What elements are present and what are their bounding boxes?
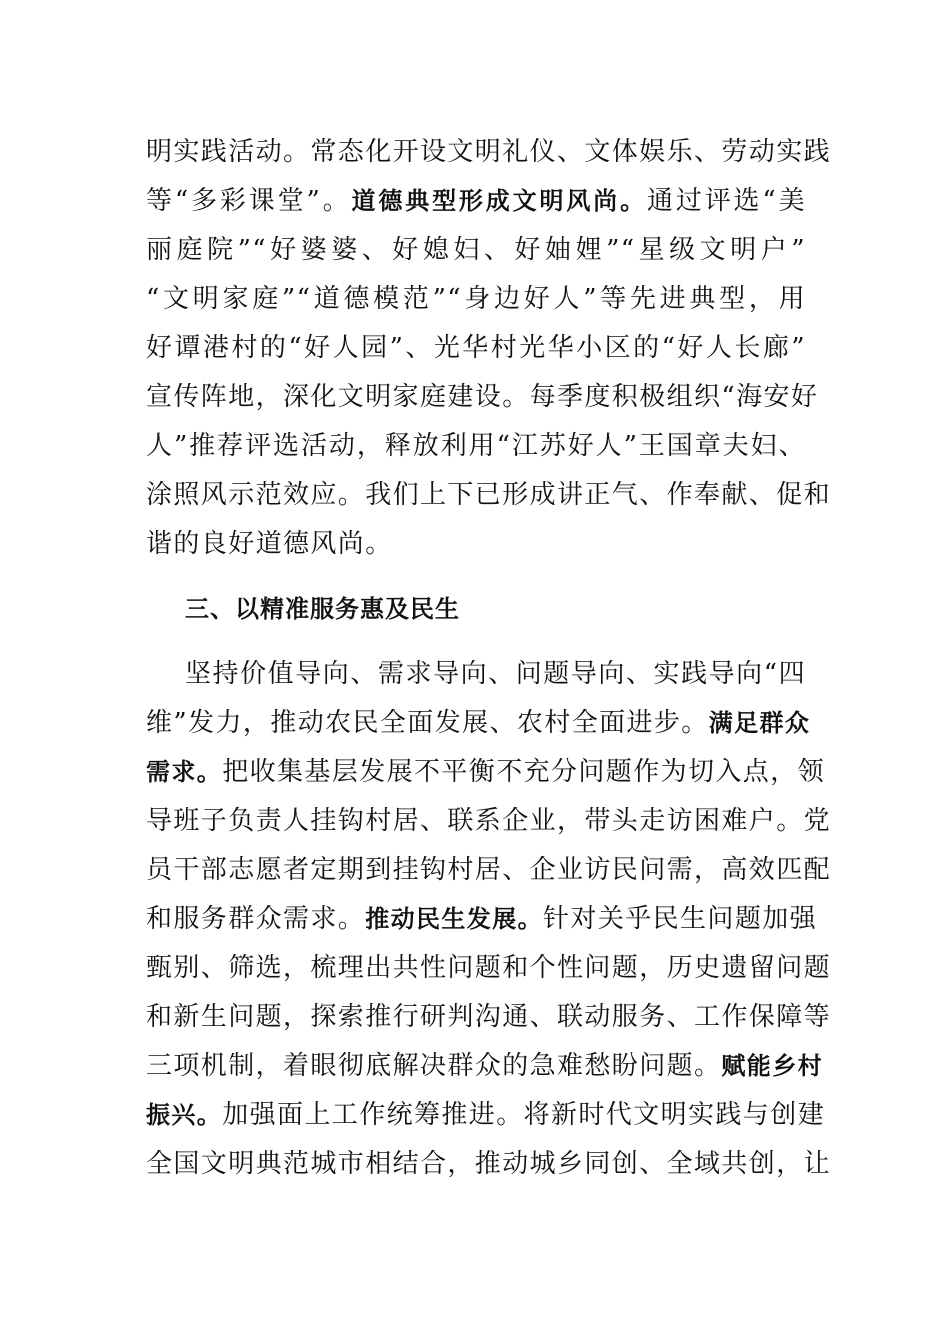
text-line: 明实践活动。常态化开设文明礼仪、文体娱乐、劳动实践 [146,137,832,167]
section-heading: 三、以精准服务惠及民生 [185,595,460,623]
text-line: 和新生问题，探索推行研判沟通、联动服务、工作保障等 [146,1002,832,1032]
text-run: 和服务群众需求。 [146,904,366,934]
text-line: 丽庭院”“好婆婆、好媳妇、好妯娌”“星级文明户” [146,235,806,265]
text-run: 等“多彩课堂”。 [146,186,352,216]
text-line [146,1091,826,1140]
text-run: 加强面上工作统筹推进。将新时代文明实践与创建 [222,1100,826,1130]
text-line: 好谭港村的“好人园”、光华村光华小区的“好人长廊” [146,333,806,363]
text-run: 把收集基层发展不平衡不充分问题作为切入点，领 [222,757,826,787]
paragraph-civilization [146,128,832,569]
text-line: 涂照风示范效应。我们上下已形成讲正气、作奉献、促和 [146,480,832,510]
bold-lead-meet-needs: 满足群众 [708,709,811,737]
text-line: 谐的良好道德风尚。 [146,529,393,559]
text-run: 维”发力，推动农民全面发展、农村全面进步。 [146,708,709,738]
text-run: 通过评选“美 [646,186,806,216]
text-line: 人”推荐评选活动，释放利用“江苏好人”王国章夫妇、 [146,431,806,461]
text-line: 坚持价值导向、需求导向、问题导向、实践导向“四 [185,659,806,689]
text-line [146,699,811,748]
paragraph-gap [146,634,806,650]
bold-lead-livelihood: 推动民生发展。 [365,905,544,933]
bold-lead-rural-revitalization-cont: 振兴。 [146,1101,223,1129]
bold-lead-meet-needs-cont: 需求。 [146,758,223,786]
document-page [146,128,832,1189]
text-line: 员干部志愿者定期到挂钩村居、企业访民问需，高效匹配 [146,855,832,885]
text-line [146,748,826,797]
text-line: “文明家庭”“道德模范”“身边好人”等先进典型，用 [146,284,806,314]
text-run: 针对关乎民生问题加强 [543,904,818,934]
text-line: 导班子负责人挂钩村居、联系企业，带头走访困难户。党 [146,806,832,836]
paragraph-gap [146,569,806,585]
text-run: 三项机制，着眼彻底解决群众的急难愁盼问题。 [146,1051,722,1081]
bold-lead-rural-revitalization: 赋能乡村 [721,1052,824,1080]
text-line: 全国文明典范城市相结合，推动城乡同创、全域共创，让 [146,1149,832,1179]
text-line [146,1042,824,1091]
paragraph-services [146,650,832,1189]
text-line [146,895,818,944]
text-line: 宣传阵地，深化文明家庭建设。每季度积极组织“海安好 [146,382,819,412]
text-line: 甄别、筛选，梳理出共性问题和个性问题，历史遗留问题 [146,953,832,983]
bold-lead-moral-models: 道德典型形成文明风尚。 [351,187,647,215]
text-line [146,177,806,226]
